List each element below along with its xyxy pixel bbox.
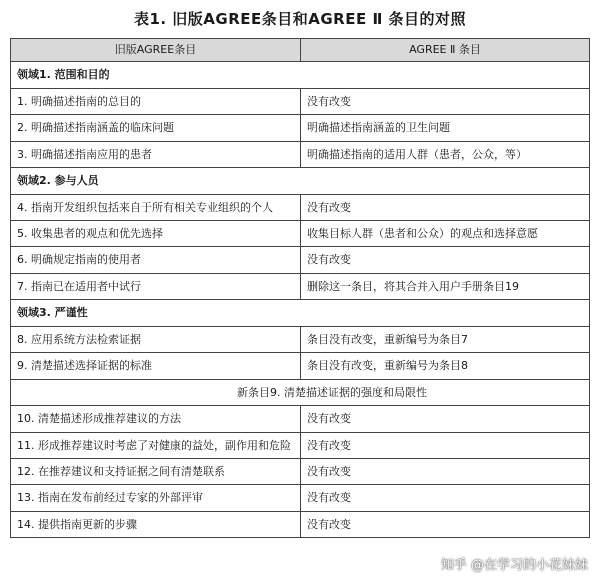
agree-ii-item: 没有改变 [301,432,590,458]
header-row [11,39,590,62]
old-agree-item: 7. 指南已在适用者中试行 [11,273,301,300]
agree-ii-item: 条目没有改变，重新编号为条目8 [301,353,590,380]
old-agree-item: 4. 指南开发组织包括来自于所有相关专业组织的个人 [11,194,301,220]
old-agree-item: 9. 清楚描述选择证据的标准 [11,353,301,380]
agree-ii-item: 没有改变 [301,247,590,274]
old-agree-item: 3. 明确描述指南应用的患者 [11,141,301,168]
domain-row [11,168,590,195]
table-row [11,194,590,220]
old-agree-item: 13. 指南在发布前经过专家的外部评审 [11,485,301,512]
table-row [11,115,590,142]
agree-ii-item: 条目没有改变，重新编号为条目7 [301,326,590,353]
old-agree-item: 6. 明确规定指南的使用者 [11,247,301,274]
table-row [11,88,590,115]
new-item-label: 新条目9. 清楚描述证据的强度和局限性 [11,379,590,406]
table-row [11,220,590,247]
agree-ii-item: 没有改变 [301,406,590,433]
table-row [11,326,590,353]
agree-ii-item: 没有改变 [301,88,590,115]
table-title: 表1. 旧版AGREE条目和AGREE Ⅱ 条目的对照 [133,10,467,28]
old-agree-item: 12. 在推荐建议和支持证据之间有清楚联系 [11,458,301,485]
new-item-row [11,379,590,406]
table-row [11,458,590,485]
agree-ii-item: 明确描述指南涵盖的卫生问题 [301,115,590,142]
agree-ii-item: 没有改变 [301,194,590,220]
domain-label: 领域3. 严谨性 [11,300,590,327]
agree-ii-item: 删除这一条目，将其合并入用户手册条目19 [301,273,590,300]
old-agree-item: 5. 收集患者的观点和优先选择 [11,220,301,247]
domain-label: 领域1. 范围和目的 [11,62,590,89]
table-row [11,432,590,458]
old-agree-item: 8. 应用系统方法检索证据 [11,326,301,353]
table-row [11,511,590,538]
old-agree-item: 10. 清楚描述形成推荐建议的方法 [11,406,301,433]
table-row [11,273,590,300]
domain-row [11,300,590,327]
header-old-agree: 旧版AGREE条目 [11,39,301,62]
old-agree-item: 2. 明确描述指南涵盖的临床问题 [11,115,301,142]
table-row [11,485,590,512]
domain-label: 领域2. 参与人员 [11,168,590,195]
table-row [11,247,590,274]
header-agree-ii: AGREE Ⅱ 条目 [301,39,590,62]
table-row [11,353,590,380]
agree-ii-item: 没有改变 [301,485,590,512]
old-agree-item: 1. 明确描述指南的总目的 [11,88,301,115]
old-agree-item: 11. 形成推荐建议时考虑了对健康的益处，副作用和危险 [11,432,301,458]
watermark: 知乎 @在学习的小花妹妹 [440,558,588,573]
table-row [11,141,590,168]
agree-ii-item: 明确描述指南的适用人群（患者，公众，等） [301,141,590,168]
table-body [11,62,590,538]
agree-ii-item: 收集目标人群（患者和公众）的观点和选择意愿 [301,220,590,247]
domain-row [11,62,590,89]
table-row [11,406,590,433]
old-agree-item: 14. 提供指南更新的步骤 [11,511,301,538]
agree-ii-item: 没有改变 [301,511,590,538]
agree-ii-item: 没有改变 [301,458,590,485]
comparison-table [10,38,590,538]
